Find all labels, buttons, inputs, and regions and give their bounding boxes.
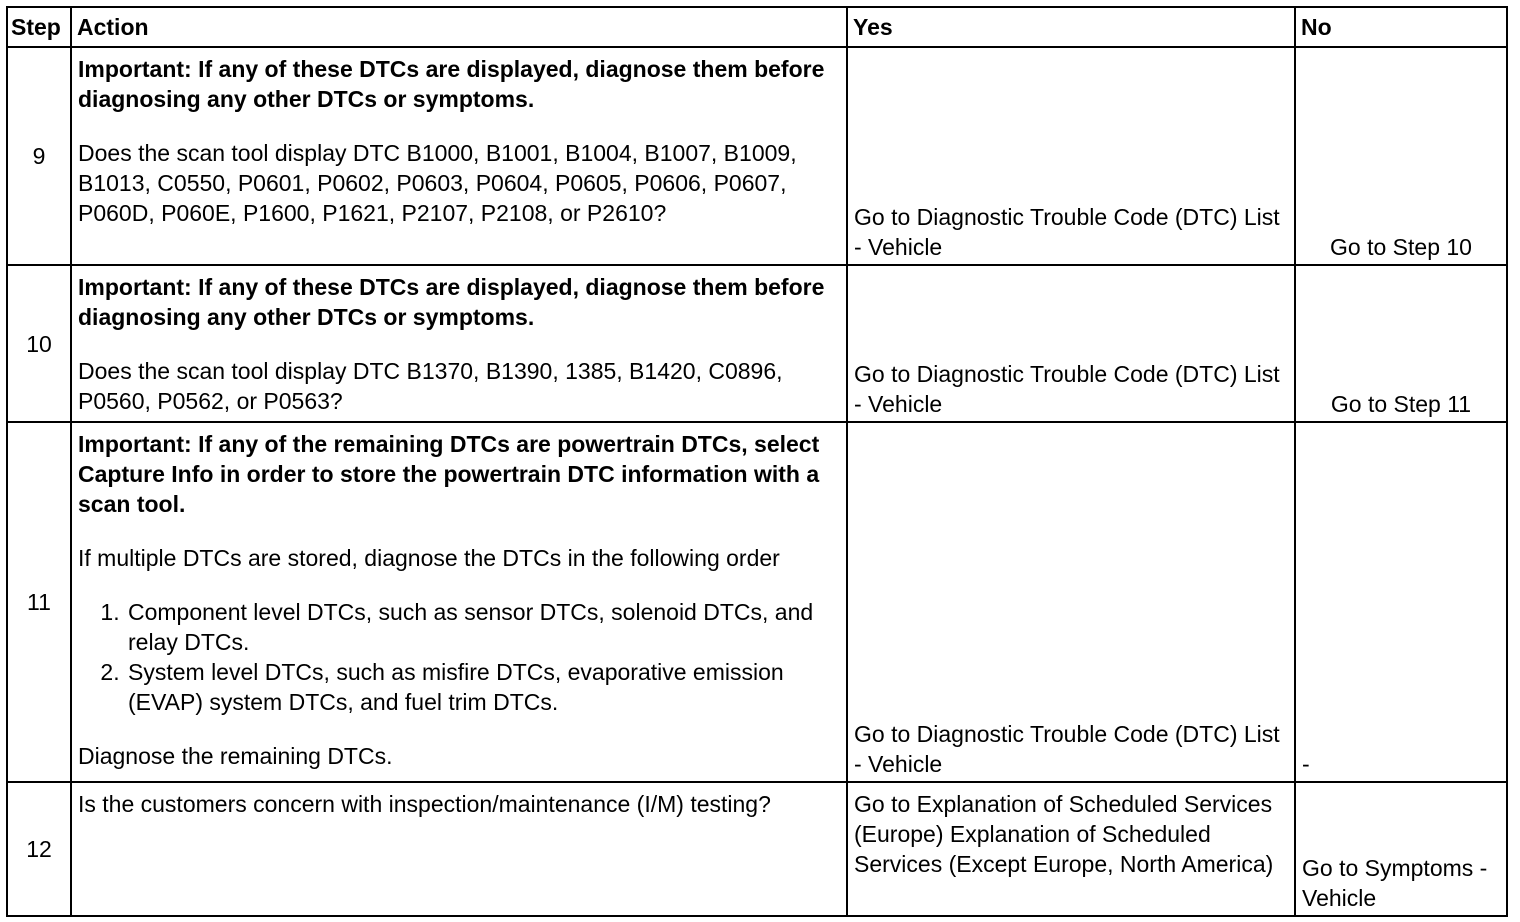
no-value: - [1302,751,1310,777]
yes-column-header: Yes [847,7,1295,47]
step-number: 10 [7,265,71,422]
action-cell [71,422,847,782]
no-link[interactable]: Go to Symptoms - Vehicle [1302,855,1488,911]
step-column-header: Step [7,7,71,47]
diagnostic-table-page [6,6,1506,917]
action-question: Does the scan tool display DTC B1000, B1001, B1004, B1007, B1009, B1013, C0550, P0601, P0602, P0603, P0604, P0605, P0606, P0607, P060D, P060E, P1600, P1621, P2107, P2108, or P2610? [78,140,797,226]
important-note: Important: If any of these DTCs are displayed, diagnose them before diagnosing any other DTCs or symptoms. [78,274,825,330]
action-column-header: Action [71,7,847,47]
table-row-step-11 [7,422,1507,782]
yes-cell [847,422,1295,782]
no-link[interactable]: Go to Step 11 [1330,391,1472,417]
yes-link[interactable]: Go to Diagnostic Trouble Code (DTC) List - Vehicle [854,721,1280,777]
yes-cell [847,47,1295,265]
action-cell [71,47,847,265]
action-closing: Diagnose the remaining DTCs. [78,743,393,769]
list-item: 1. Component level DTCs, such as sensor DTCs, solenoid DTCs, and relay DTCs. [126,597,840,657]
step-number: 12 [7,782,71,916]
no-cell [1295,782,1507,916]
step-number: 9 [7,47,71,265]
diagnostic-steps-table [6,6,1508,917]
yes-link[interactable]: Go to Explanation of Scheduled Services (Europe) Explanation of Scheduled Services (Except Europe, North America) [854,791,1274,877]
yes-link[interactable]: Go to Diagnostic Trouble Code (DTC) List - Vehicle [854,204,1280,260]
diagnosis-order-list [78,597,840,717]
important-note: Important: If any of these DTCs are displayed, diagnose them before diagnosing any other DTCs or symptoms. [78,56,825,112]
table-row-step-9 [7,47,1507,265]
no-column-header: No [1295,7,1507,47]
no-cell [1295,47,1507,265]
list-item: 2. System level DTCs, such as misfire DTCs, evaporative emission (EVAP) system DTCs, and fuel trim DTCs. [126,657,840,717]
step-number: 11 [7,422,71,782]
header-row [7,7,1507,47]
action-question: Is the customers concern with inspection/maintenance (I/M) testing? [78,791,771,817]
table-row-step-10 [7,265,1507,422]
action-question: Does the scan tool display DTC B1370, B1390, 1385, B1420, C0896, P0560, P0562, or P0563? [78,358,783,414]
yes-cell [847,265,1295,422]
action-cell [71,265,847,422]
yes-cell [847,782,1295,916]
action-intro: If multiple DTCs are stored, diagnose the DTCs in the following order [78,545,780,571]
important-note: Important: If any of the remaining DTCs are powertrain DTCs, select Capture Info in order to store the powertrain DTC information with a scan tool. [78,431,820,517]
no-link[interactable]: Go to Step 10 [1330,234,1472,260]
yes-link[interactable]: Go to Diagnostic Trouble Code (DTC) List - Vehicle [854,361,1280,417]
no-cell [1295,265,1507,422]
no-cell [1295,422,1507,782]
action-cell [71,782,847,916]
table-row-step-12 [7,782,1507,916]
